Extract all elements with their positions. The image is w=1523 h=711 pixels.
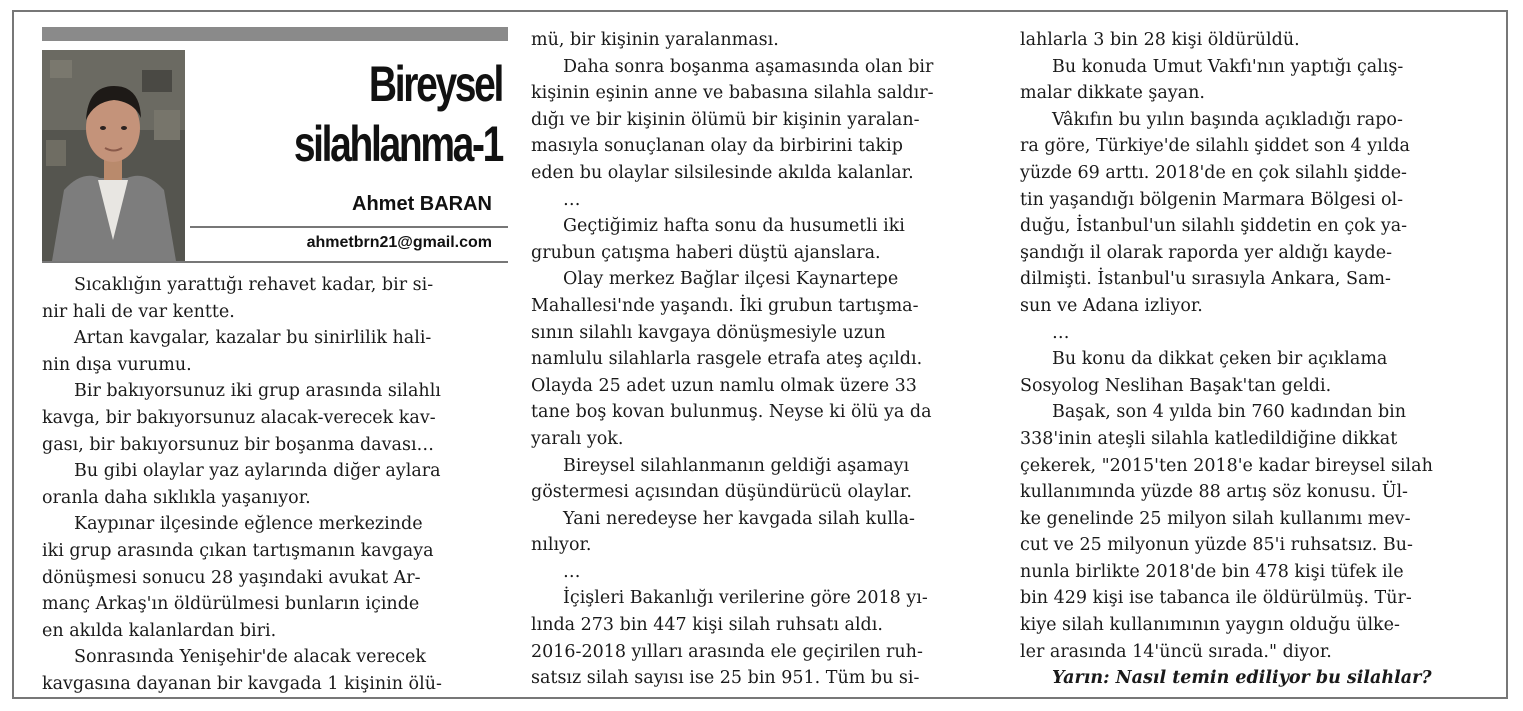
text-line: … bbox=[563, 561, 581, 582]
text-line: Sosyolog Neslihan Başak'tan geldi. bbox=[1020, 375, 1332, 396]
article-column-1 bbox=[42, 272, 512, 698]
text-line: kullanımında yüzde 88 artış söz konusu. Ül- bbox=[1020, 482, 1408, 503]
text-line: Geçtiğimiz hafta sonu da husumetli iki bbox=[563, 216, 905, 237]
text-line: … bbox=[563, 189, 581, 210]
text-line: göstermesi açısından düşündürücü olaylar. bbox=[531, 482, 912, 503]
text-line: çekerek, "2015'ten 2018'e kadar bireysel silah bbox=[1020, 455, 1433, 476]
text-line: sun ve Adana izliyor. bbox=[1020, 295, 1203, 316]
closing-teaser: Yarın: Nasıl temin ediliyor bu silahlar? bbox=[1052, 668, 1432, 689]
text-line: oranla daha sıklıkla yaşanıyor. bbox=[42, 487, 311, 508]
text-line: mü, bir kişinin yaralanması. bbox=[531, 30, 779, 50]
text-line: satsız silah sayısı ise 25 bin 951. Tüm bu si- bbox=[531, 668, 920, 689]
text-line: yüzde 69 arttı. 2018'de en çok silahlı şidde- bbox=[1020, 162, 1407, 183]
text-line: 2016-2018 yılları arasında ele geçirilen ruh- bbox=[531, 641, 923, 662]
text-line: Olayda 25 adet uzun namlu olmak üzere 33 bbox=[531, 375, 917, 396]
text-line: Olay merkez Bağlar ilçesi Kaynartepe bbox=[563, 269, 899, 290]
text-line: nin dışa vurumu. bbox=[42, 354, 192, 375]
text-line: Bireysel silahlanmanın geldiği aşamayı bbox=[563, 455, 910, 476]
text-line: tane boş kovan bulunmuş. Neyse ki ölü ya da bbox=[531, 402, 932, 423]
text-line: malar dikkate şayan. bbox=[1020, 83, 1205, 104]
text-line: Başak, son 4 yılda bin 760 kadından bin bbox=[1052, 402, 1407, 423]
text-line: cut ve 25 milyonun yüzde 85'i ruhsatsız. Bu- bbox=[1020, 535, 1413, 556]
text-line: gası, bir bakıyorsunuz bir boşanma davası… bbox=[42, 434, 435, 455]
text-line: iki grup arasında çıkan tartışmanın kavgaya bbox=[42, 540, 434, 561]
headline-line-2: silahlanma-1 bbox=[293, 116, 502, 172]
text-line: kişinin eşinin anne ve babasına silahla saldır- bbox=[531, 83, 934, 104]
text-line: bin 429 kişi ise tabanca ile öldürülmüş. Tür- bbox=[1020, 588, 1412, 609]
text-line: dönüşmesi sonucu 28 yaşındaki avukat Ar- bbox=[42, 567, 421, 588]
text-line: masıyla sonuçlanan olay da birbirini takip bbox=[531, 136, 903, 157]
text-line: tin yaşandığı bölgenin Marmara Bölgesi ol- bbox=[1020, 189, 1404, 210]
header-bottom-rule bbox=[42, 261, 508, 263]
author-email: ahmetbrn21@gmail.com bbox=[306, 234, 492, 251]
text-line: Artan kavgalar, kazalar bu sinirlilik hali- bbox=[74, 328, 432, 349]
text-line: ra göre, Türkiye'de silahlı şiddet son 4 yılda bbox=[1020, 136, 1410, 157]
text-line: lında 273 bin 447 kişi silah ruhsatı aldı. bbox=[531, 615, 883, 636]
text-line: dilmişti. İstanbul'u sırasıyla Ankara, Sam- bbox=[1020, 269, 1391, 290]
text-line: nılıyor. bbox=[531, 535, 592, 556]
author-name: Ahmet BARAN bbox=[352, 193, 492, 215]
text-line: kavga, bir bakıyorsunuz alacak-verecek kav- bbox=[42, 407, 436, 428]
text-line: sının silahlı kavgaya dönüşmesiyle uzun bbox=[531, 322, 886, 343]
article-column-2 bbox=[531, 27, 991, 692]
text-line: Bir bakıyorsunuz iki grup arasında silahlı bbox=[74, 381, 441, 402]
article-column-3 bbox=[1020, 27, 1490, 692]
text-line: Bu konuda Umut Vakfı'nın yaptığı çalış- bbox=[1052, 56, 1404, 77]
text-line: kiye silah kullanımının yaygın olduğu ülke- bbox=[1020, 615, 1400, 636]
text-line: Daha sonra boşanma aşamasında olan bir bbox=[563, 56, 934, 77]
headline-line-1: Bireysel bbox=[368, 56, 502, 112]
text-line: namlulu silahlarla rasgele etrafa ateş açıldı. bbox=[531, 349, 923, 370]
author-photo bbox=[42, 50, 185, 261]
text-line: ke genelinde 25 milyon silah kullanımı mev- bbox=[1020, 508, 1411, 529]
text-line: duğu, İstanbul'un silahlı şiddetin en çok ya- bbox=[1020, 216, 1408, 237]
text-line: yaralı yok. bbox=[531, 428, 624, 449]
text-line: şandığı il olarak raporda yer aldığı kayde- bbox=[1020, 242, 1392, 263]
text-line: dığı ve bir kişinin ölümü bir kişinin yaralan- bbox=[531, 109, 920, 130]
text-line: nir hali de var kentte. bbox=[42, 301, 235, 322]
text-line: 338'inin ateşli silahla katledildiğine dikkat bbox=[1020, 428, 1398, 449]
text-line: Bu konu da dikkat çeken bir açıklama bbox=[1052, 349, 1388, 370]
text-line: Kaypınar ilçesinde eğlence merkezinde bbox=[74, 514, 423, 535]
text-line: Sonrasında Yenişehir'de alacak verecek bbox=[74, 647, 426, 668]
text-line: kavgasına dayanan bir kavgada 1 kişinin ölü- bbox=[42, 673, 442, 694]
text-line: manç Arkaş'ın öldürülmesi bunların içinde bbox=[42, 594, 420, 615]
text-line: Vâkıfın bu yılın başında açıkladığı rapo- bbox=[1052, 109, 1403, 130]
text-line: ler arasında 14'üncü sırada." diyor. bbox=[1020, 641, 1332, 662]
text-line: … bbox=[1052, 322, 1070, 343]
article-headline bbox=[259, 54, 502, 174]
text-line: nunla birlikte 2018'de bin 478 kişi tüfek ile bbox=[1020, 561, 1404, 582]
text-line: Yani neredeyse her kavgada silah kulla- bbox=[563, 508, 915, 529]
text-line: İçişleri Bakanlığı verilerine göre 2018 yı- bbox=[563, 588, 928, 609]
text-line: eden bu olaylar silsilesinde akılda kalanlar. bbox=[531, 162, 914, 183]
text-line: Mahallesi'nde yaşandı. İki grubun tartışma- bbox=[531, 295, 919, 316]
text-line: lahlarla 3 bin 28 kişi öldürüldü. bbox=[1020, 30, 1300, 50]
text-line: en akılda kalanlardan biri. bbox=[42, 620, 277, 641]
header-bar bbox=[42, 27, 508, 41]
header-divider bbox=[190, 226, 508, 228]
text-line: grubun çatışma haberi düştü ajanslara. bbox=[531, 242, 881, 263]
text-line: Bu gibi olaylar yaz aylarında diğer aylara bbox=[74, 461, 441, 482]
text-line: Sıcaklığın yarattığı rehavet kadar, bir si- bbox=[74, 275, 434, 295]
